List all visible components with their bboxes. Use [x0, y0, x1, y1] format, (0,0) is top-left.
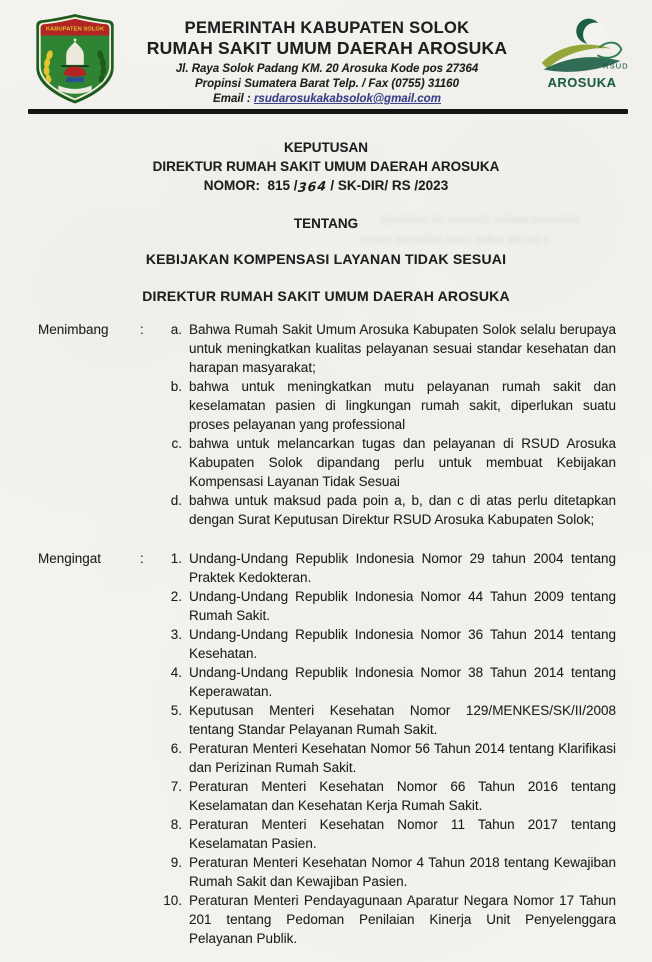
decree-subject: KEBIJAKAN KOMPENSASI LAYANAN TIDAK SESUAI	[145, 251, 507, 267]
menimbang-section	[38, 320, 616, 529]
menimbang-item-c: c. bahwa untuk melancarkan tugas dan pelayanan di RSUD Arosuka Kabupaten Solok dipandang perlu untuk membuat Kebijakan Kompensasi Layanan Tidak Sesuai	[171, 436, 616, 489]
scan-bleedthrough-artifact: ajuwbsn ke mwnrtv uelata nnvstwk	[380, 212, 581, 226]
government-name: PEMERINTAH KABUPATEN SOLOK	[184, 19, 470, 37]
decree-issuer: DIREKTUR RUMAH SAKIT UMUM DAERAH AROSUKA	[142, 288, 510, 304]
letterhead-text	[120, 12, 534, 107]
mengingat-item-8: 8. Peraturan Menteri Kesehatan Nomor 11 Tahun 2017 tentang Keselamatan Pasien.	[170, 817, 616, 851]
menimbang-item-d: d. bahwa untuk maksud pada poin a, b, dan c di atas perlu ditetapkan dengan Surat Keputusan Direktur RSUD Arosuka Kabupaten Solok;	[170, 493, 616, 527]
address-line-1: Jl. Raya Solok Padang KM. 20 Arosuka Kode pos 27364	[175, 63, 479, 75]
mengingat-label: Mengingat	[38, 551, 102, 566]
mengingat-colon: :	[140, 551, 144, 566]
mengingat-list	[157, 549, 616, 948]
rsud-arosuka-logo-icon	[534, 12, 630, 106]
mengingat-section	[38, 549, 616, 948]
decree-title-block	[0, 138, 652, 195]
decree-number-line	[0, 176, 652, 195]
mengingat-item-5: 5. Keputusan Menteri Kesehatan Nomor 129/MENKES/SK/II/2008 tentang Standar Pelayanan Rumah Sakit.	[170, 703, 616, 737]
mengingat-item-1: 1. Undang-Undang Republik Indonesia Nomor 29 tahun 2004 tentang Praktek Kedokteran.	[170, 551, 616, 585]
decree-title-line1: KEPUTUSAN	[283, 140, 368, 155]
menimbang-item-a: a. Bahwa Rumah Sakit Umum Arosuka Kabupaten Solok selalu berupaya untuk meningkatkan kualitas pelayanan sesuai standar kesehatan dan harapan masyarakat;	[170, 322, 616, 375]
nomor-suffix: / SK-DIR/ RS /2023	[326, 178, 449, 193]
mengingat-item-10: 10. Peraturan Menteri Pendayagunaan Aparatur Negara Nomor 17 Tahun 201 tentang Pedoman Penilaian Kinerja Unit Penyelenggara Pelayanan Publik.	[163, 893, 616, 946]
scan-bleedthrough-artifact: retew ewnotba oaei aebw wtrna s	[360, 232, 550, 246]
address-line-2: Propinsi Sumatera Barat Telp. / Fax (0755) 31160	[195, 78, 459, 90]
mengingat-item-2: 2. Undang-Undang Republik Indonesia Nomor 44 Tahun 2009 tentang Rumah Sakit.	[170, 589, 616, 623]
email-label: Email :	[213, 93, 254, 105]
handwritten-number: 364	[297, 177, 328, 195]
rsud-logo-small-text: RSUD	[603, 61, 629, 71]
tentang-heading: TENTANG	[293, 216, 359, 231]
crest-banner-text: KABUPATEN SOLOK	[45, 26, 105, 33]
rsud-logo-svg	[534, 14, 630, 104]
rsud-logo-large-text: AROSUKA	[547, 74, 617, 90]
letterhead	[0, 0, 652, 107]
mengingat-item-4: 4. Undang-Undang Republik Indonesia Nomor 38 Tahun 2014 tentang Keperawatan.	[170, 665, 616, 699]
kabupaten-solok-crest-icon	[30, 12, 120, 106]
email-row	[120, 92, 534, 107]
mengingat-item-9: 9. Peraturan Menteri Kesehatan Nomor 4 Tahun 2018 tentang Kewajiban Rumah Sakit dan Kewajiban Pasien.	[170, 855, 616, 889]
menimbang-item-b: b. bahwa untuk meningkatkan mutu pelayanan rumah sakit dan keselamatan pasien di lingkungan rumah sakit, diperlukan suatu proses pelayanan yang professional	[170, 379, 616, 432]
crest-svg	[30, 12, 120, 106]
decree-body	[38, 320, 616, 948]
menimbang-label: Menimbang	[38, 322, 109, 337]
nomor-prefix: NOMOR: 815 /	[203, 178, 298, 193]
email-link: rsudarosukakabsolok@gmail.com	[253, 93, 441, 105]
mengingat-item-6: 6. Peraturan Menteri Kesehatan Nomor 56 Tahun 2014 tentang Klarifikasi dan Perizinan Rumah Sakit.	[170, 741, 616, 775]
mengingat-item-7: 7. Peraturan Menteri Kesehatan Nomor 66 Tahun 2016 tentang Keselamatan dan Kesehatan Kerja Rumah Sakit.	[170, 779, 616, 813]
mengingat-item-3: 3. Undang-Undang Republik Indonesia Nomor 36 Tahun 2014 tentang Kesehatan.	[170, 627, 616, 661]
letterhead-divider	[28, 109, 628, 114]
menimbang-colon: :	[140, 322, 144, 337]
menimbang-list	[157, 320, 616, 529]
decree-title-line2: DIREKTUR RUMAH SAKIT UMUM DAERAH AROSUKA	[152, 159, 500, 174]
hospital-name: RUMAH SAKIT UMUM DAERAH AROSUKA	[146, 38, 508, 58]
